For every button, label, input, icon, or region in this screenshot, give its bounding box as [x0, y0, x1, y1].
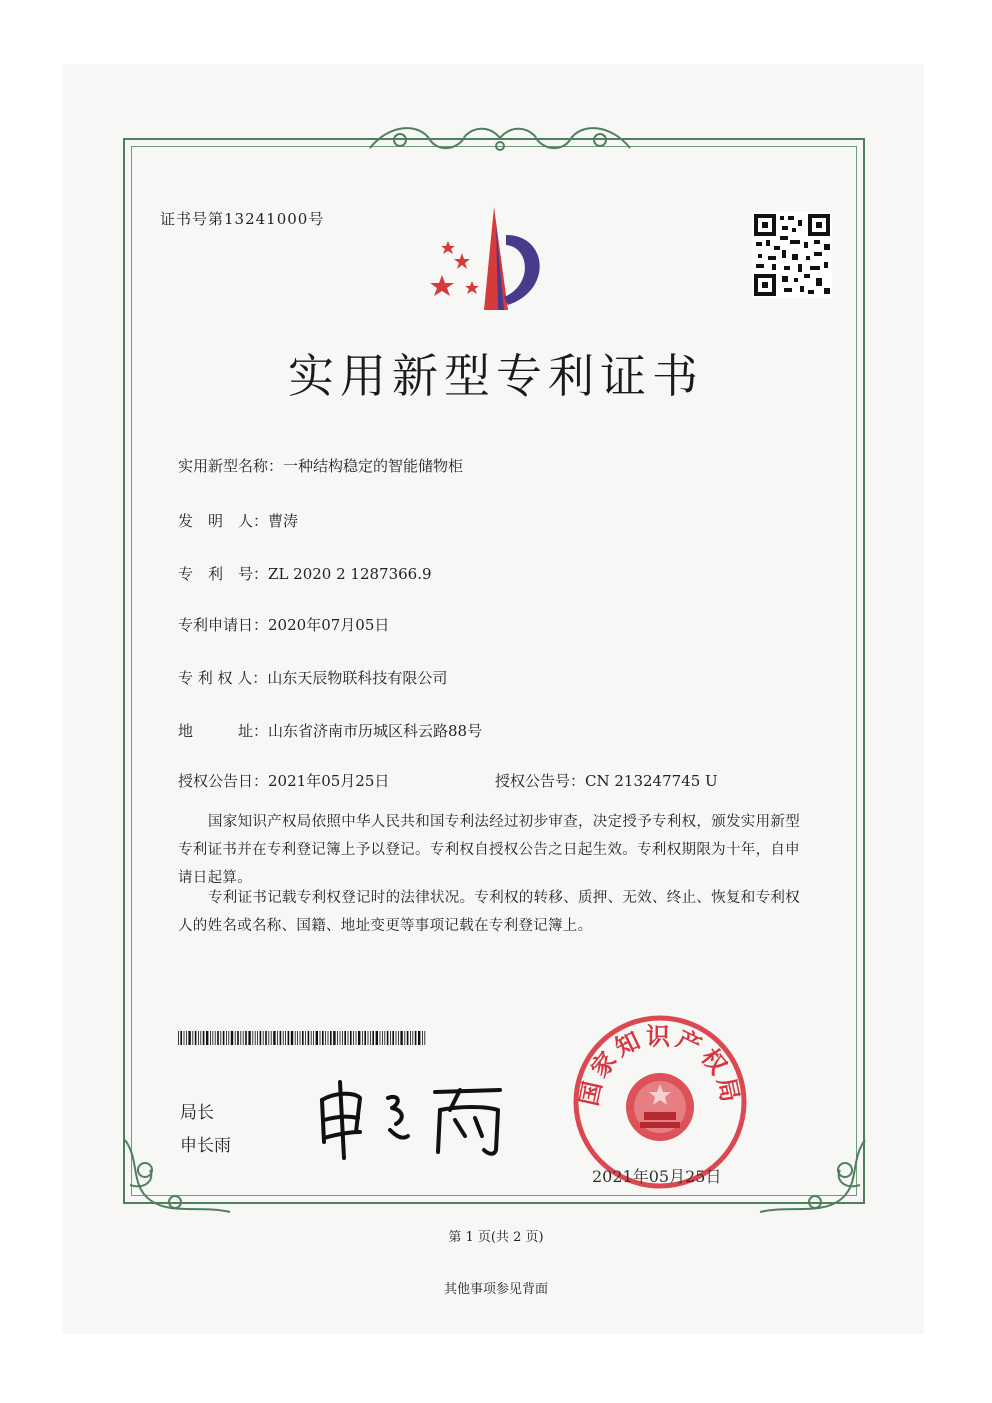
field-label: 专利申请日： [178, 616, 269, 634]
field-grant-date [178, 770, 389, 791]
paragraph-1: 国家知识产权局依照中华人民共和国专利法经过初步审查，决定授予专利权，颁发实用新型专利证书并在专利登记簿上予以登记。专利权自授权公告之日起生效。专利权期限为十年，自申请日起算。 [178, 814, 800, 886]
field-filing-date [178, 614, 389, 635]
field-value: 曹涛 [268, 512, 299, 530]
field-patent-number [178, 563, 432, 584]
field-value: 2020年07月05日 [268, 616, 390, 634]
field-patentee [178, 667, 447, 688]
field-label: 专 利 号： [178, 565, 269, 583]
official-role: 局长 [180, 1103, 214, 1123]
field-label: 授权公告号： [495, 772, 586, 790]
field-value: 2021年05月25日 [268, 772, 390, 790]
footer-note: 其他事项参见背面 [443, 1282, 548, 1297]
top-ornament [360, 118, 640, 162]
official-name: 申长雨 [180, 1136, 231, 1156]
qr-code [752, 212, 832, 298]
field-label: 实用新型名称： [178, 457, 284, 475]
field-utility-model-name [178, 455, 463, 476]
field-address [178, 720, 482, 741]
certificate-number: 证书号第13241000号 [160, 210, 325, 228]
field-value: ZL 2020 2 1287366.9 [268, 565, 432, 583]
field-value: 一种结构稳定的智能储物柜 [283, 457, 464, 475]
field-inventor [178, 510, 298, 531]
field-value: CN 213247745 U [585, 772, 718, 790]
seal-date: 2021年05月25日 [592, 1167, 722, 1186]
certificate-title: 实用新型专利证书 [288, 349, 704, 403]
seal-text: 国家知识产权局 [574, 1022, 746, 1109]
field-label: 专 利 权 人： [178, 669, 268, 687]
field-value: 山东天辰物联科技有限公司 [267, 669, 448, 687]
barcode [178, 1031, 428, 1045]
field-value: 山东省济南市历城区科云路88号 [268, 722, 483, 740]
paragraph-2: 专利证书记载专利权登记时的法律状况。专利权的转移、质押、无效、终止、恢复和专利权人的姓名或名称、国籍、地址变更等事项记载在专利登记簿上。 [178, 890, 800, 934]
field-grant-number [495, 770, 718, 791]
bottom-right-ornament [750, 1130, 870, 1220]
field-label: 地 址： [178, 722, 269, 740]
official-signature [310, 1070, 510, 1160]
national-emblem-icon [626, 1073, 694, 1141]
cnipa-logo-icon [428, 205, 563, 315]
field-label: 发 明 人： [178, 512, 269, 530]
field-label: 授权公告日： [178, 772, 269, 790]
page-number: 第 1 页(共 2 页) [448, 1230, 544, 1245]
